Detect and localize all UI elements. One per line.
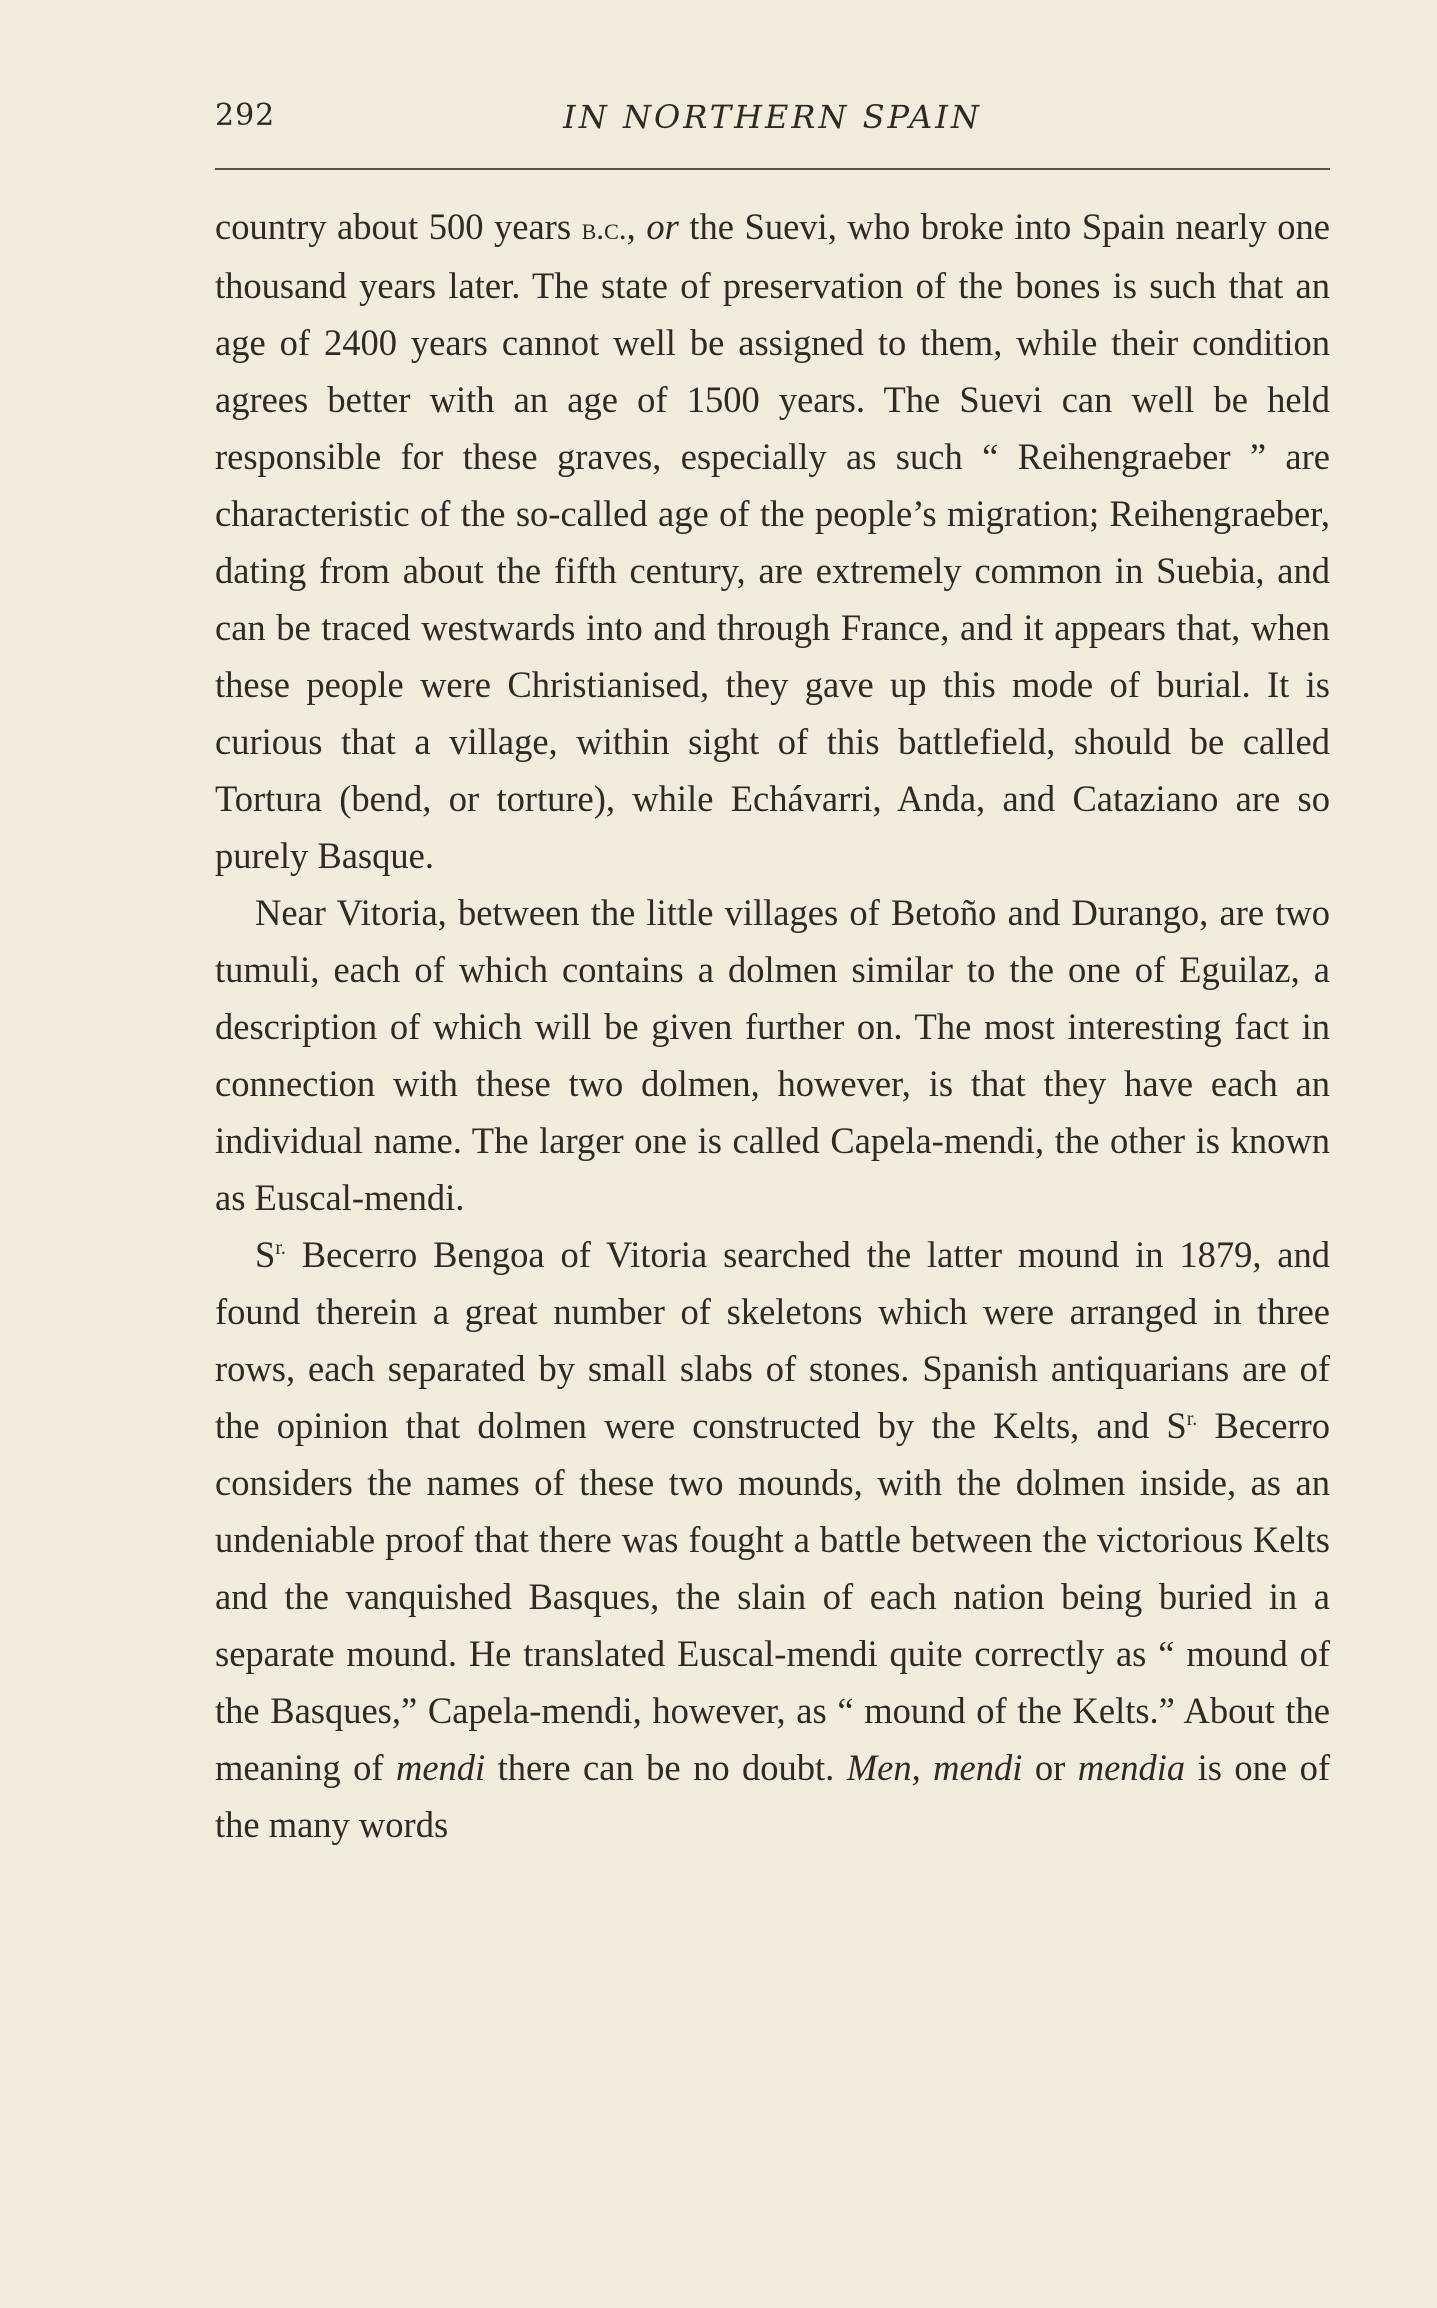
page-number: 292 <box>215 98 276 133</box>
paragraph <box>215 884 1330 1226</box>
text-run: , <box>626 206 647 247</box>
text-run: S <box>255 1234 276 1275</box>
text-run: is one of the many words <box>215 1747 1330 1845</box>
header-rule <box>215 168 1330 170</box>
text-run: r. <box>275 1236 286 1259</box>
text-run: or <box>1022 1747 1078 1788</box>
paragraph <box>215 198 1330 884</box>
running-title: IN NORTHERN SPAIN <box>563 98 982 136</box>
text-run: b.c. <box>581 211 627 246</box>
text-run: Men, mendi <box>846 1747 1023 1788</box>
text-run: there can be no doubt. <box>485 1747 847 1788</box>
text-run: or <box>646 206 679 247</box>
paragraph <box>215 1226 1330 1853</box>
text-run: Becerro considers the names of these two mounds, with the dolmen inside, as an undeniable proof that there was fought a battle between the victorious Kelts and the vanquished Basques, the slain of each nation being buried in a separate mound. He translated Euscal-mendi quite correctly as “ mound of the Basques,” Capela-mendi, however, as “ mound of the Kelts.” About the meaning of <box>215 1405 1330 1788</box>
text-run: Near Vitoria, between the little villages of Betoño and Durango, are two tumuli, each of which contains a dolmen similar to the one of Eguilaz, a description of which will be given further on. The most interesting fact in connection with these two dolmen, however, is that they have each an individual name. The larger one is called Capela-mendi, the other is known as Euscal-mendi. <box>215 892 1330 1218</box>
text-run: country about 500 years <box>215 206 582 247</box>
page-header <box>215 98 1330 142</box>
text-run: Becerro Bengoa of Vitoria searched the latter mound in 1879, and found therein a great number of skeletons which were arranged in three rows, each separated by small slabs of stones. Spanish antiquarians are of the opinion that dolmen were constructed by the Kelts, and S <box>215 1234 1330 1446</box>
text-run: r. <box>1186 1407 1198 1430</box>
text-run: mendi <box>396 1747 486 1788</box>
text-run: mendia <box>1077 1747 1186 1788</box>
text-run: the Suevi, who broke into Spain nearly one thousand years later. The state of preservation of the bones is such that an age of 2400 years cannot well be assigned to them, while their condition agrees better with an age of 1500 years. The Suevi can well be held responsible for these graves, especially as such “ Reihengraeber ” are characteristic of the so-called age of the people’s migration; Reihengraeber, dating from about the fifth century, are extremely common in Suebia, and can be traced westwards into and through France, and it appears that, when these people were Christianised, they gave up this mode of burial. It is curious that a village, within sight of this battlefield, should be called Tortura (bend, or torture), while Echávarri, Anda, and Cataziano are so purely Basque. <box>215 206 1330 876</box>
body-text <box>215 198 1330 1853</box>
